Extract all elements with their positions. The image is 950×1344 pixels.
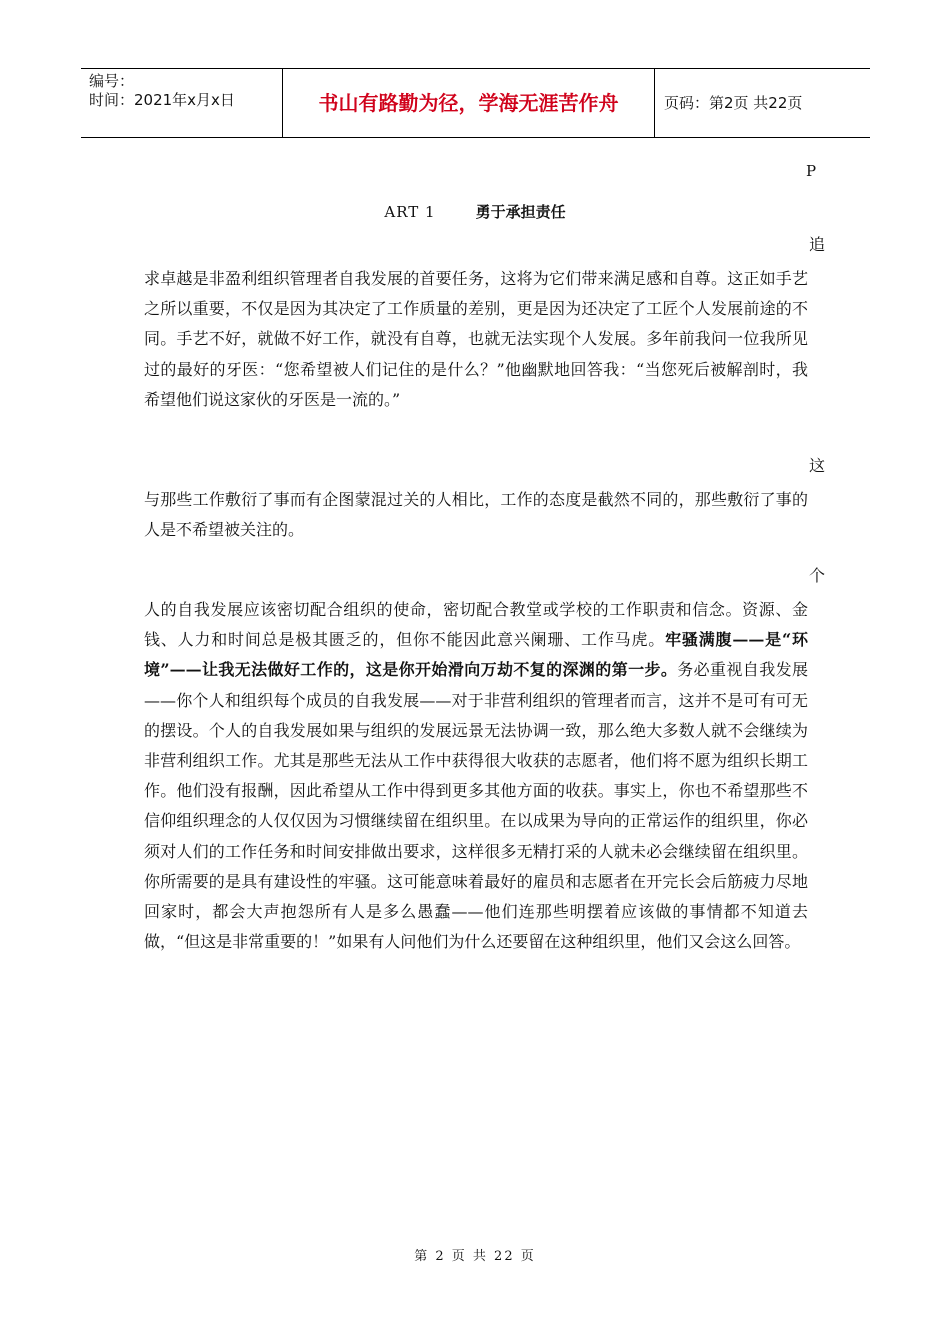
page-header	[81, 68, 870, 138]
body-paragraph	[144, 595, 808, 957]
part-letter: P	[806, 162, 817, 180]
emphasized-text: 牢骚满腹——是“环境”——让我无法做好工作的，这是你开始滑向万劫不复的深渊的第一步。	[144, 630, 808, 680]
body-paragraph: 与那些工作敷衍了事而有企图蒙混过关的人相比，工作的态度是截然不同的，那些敷衍了事的人是不希望被关注的。	[144, 490, 808, 540]
page-footer: 第 2 页 共 22 页	[414, 1249, 536, 1264]
section-title	[0, 201, 950, 222]
document-number-label: 编号：	[89, 72, 135, 90]
section-heading: 勇于承担责任	[475, 203, 566, 221]
paragraph-text: 务必重视自我发展——你个人和组织每个成员的自我发展——对于非营利组织的管理者而言，这并不是可有可无的摆设。个人的自我发展如果与组织的发展远景无法协调一致，那么绝大多数人就不会继续为非营利组织工作。尤其是那些无法从工作中获得很大收获的志愿者，他们将不愿为组织长期工作。他们没有报酬，因此希望从工作中得到更多其他方面的收获。事实上，你也不希望那些不信仰组织理念的人仅仅因为习惯继续留在组织里。在以成果为导向的正常运作的组织里，你必须对人们的工作任务和时间安排做出要求，这样很多无精打采的人就未必会继续留在组织里。你所需要的是具有建设性的牢骚。这可能意味着最好的雇员和志愿者在开完长会后筋疲力尽地回家时，都会大声抱怨所有人是多么愚蠢——他们连那些明摆着应该做的事情都不知道去做，“但这是非常重要的！”如果有人问他们为什么还要留在这种组织里，他们又会这么回答。	[144, 660, 808, 952]
header-page-info: 页码：第2页 共22页	[664, 94, 803, 112]
header-meta-cell	[81, 69, 283, 137]
paragraph-lead-char: 这	[809, 456, 826, 475]
document-date-label: 时间：2021年x月x日	[89, 91, 235, 109]
part-number: ART 1	[384, 203, 436, 221]
body-paragraph: 求卓越是非盈利组织管理者自我发展的首要任务，这将为它们带来满足感和自尊。这正如手艺之所以重要，不仅是因为其决定了工作质量的差别，更是因为还决定了工匠个人发展前途的不同。手艺不好，就做不好工作，就没有自尊，也就无法实现个人发展。多年前我问一位我所见过的最好的牙医：“您希望被人们记住的是什么？”他幽默地回答我：“当您死后被解剖时，我希望他们说这家伙的牙医是一流的。”	[144, 269, 808, 409]
header-motto: 书山有路勤为径，学海无涯苦作舟	[283, 69, 655, 137]
paragraph-text: 人的自我发展应该密切配合组织的使命，密切配合教堂或学校的工作职责和信念。资源、金钱、人力和时间总是极其匮乏的，但你不能因此意兴阑珊、工作马虎。	[144, 600, 808, 650]
paragraph-lead-char: 追	[809, 235, 826, 254]
paragraph-lead-char: 个	[809, 566, 826, 585]
